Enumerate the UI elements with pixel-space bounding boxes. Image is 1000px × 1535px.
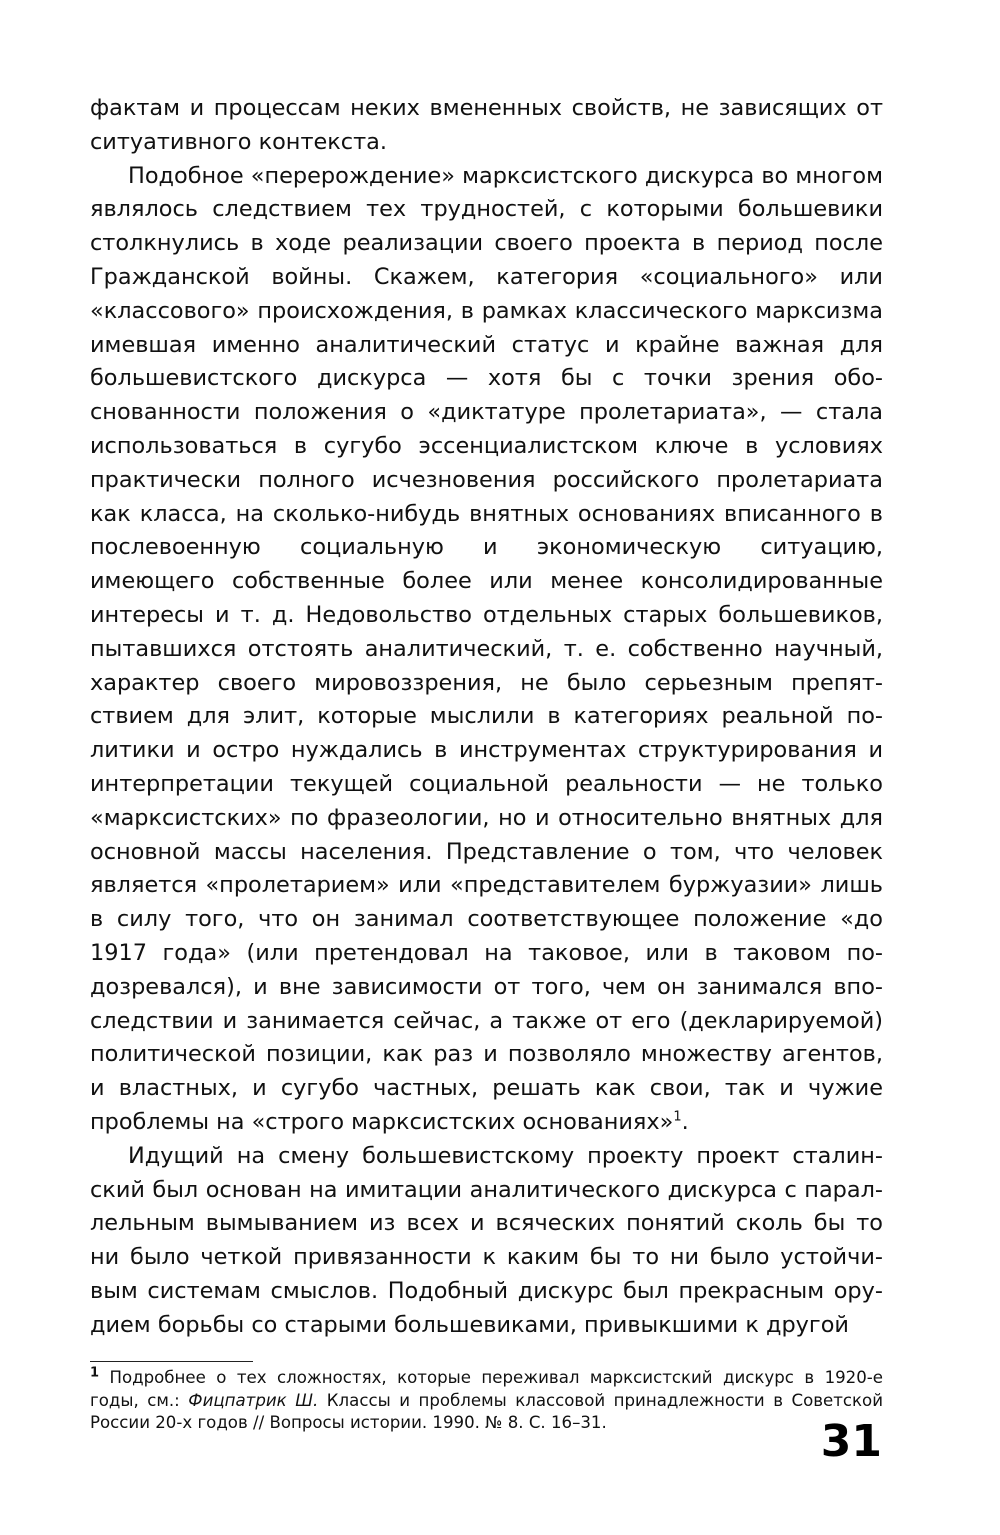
footnote-text-before: Подробнее о тех сложностях, которые переживал марксистский дискурс в 1920-е годы, см.: bbox=[90, 1368, 883, 1410]
footnote bbox=[90, 1367, 883, 1435]
page-number: 31 bbox=[820, 1416, 882, 1467]
paragraph-3: Идущий на смену большевистскому проекту проект сталинский был основан на имитации аналитического дискурса с параллельным вымыванием из всех и всяческих понятий сколь бы то ни было четкой привязанности к каким бы то ни было устойчивым системам смыслов. Подобный дискурс был прекрасным орудием борьбы со старыми большевиками, привыкшими к другой bbox=[90, 1142, 883, 1338]
page-body bbox=[90, 92, 883, 1342]
paragraph-2-end: . bbox=[681, 1108, 689, 1135]
footnote-reference[interactable]: 1 bbox=[673, 1109, 682, 1125]
footnote-author: Фицпатрик Ш. bbox=[188, 1390, 319, 1410]
footnote-divider bbox=[90, 1361, 253, 1362]
paragraph-1: фактам и процессам неких вмененных свойств, не зависящих от ситуативного контекста. bbox=[90, 95, 883, 155]
body-text bbox=[90, 92, 883, 1342]
footnote-mark: 1 bbox=[90, 1365, 100, 1381]
paragraph-2 bbox=[90, 160, 883, 1140]
paragraph-2-text: Подобное «перерождение» марксистского дискурса во многом являлось следствием тех трудностей, с которыми большевики столкнулись в ходе реализации своего проекта в период после Гражданской войны. Скажем, категория «социального» или «классового» происхождения, в рамках классического марксизма имевшая именно аналитический статус и крайне важная для большевистского дискурса — хотя бы с точки зрения обоснованности положения о «диктатуре пролетариата», — стала использоваться в сугубо эссенциалистском ключе в условиях практически полного исчезновения российского пролетариата как класса, на сколько-нибудь внятных основаниях вписанного в послевоенную социальную и экономическую ситуацию, имеющего собственные более или менее консолидированные интересы и т. д. Недовольство отдельных старых большевиков, пытавшихся отстоять аналитический, т. е. собственно научный, характер своего мировоззрения, не было серьезным препятствием для элит, которые мыслили в категориях реальной политики и остро нуждались в инструментах структурирования и интерпретации текущей социальной реальности — не только «марксистских» по фразеологии, но и относительно внятных для основной массы населения. Представление о том, что человек является «пролетарием» или «представителем буржуазии» лишь в силу того, что он занимал соответствующее положение «до 1917 года» (или претендовал на таковое, или в таковом подозревался), и вне зависимости от того, чем он занимался впоследствии и занимается сейчас, а также от его (декларируемой) политической позиции, как раз и позволяло множеству агентов, и властных, и сугубо частных, решать как свои, так и чужие проблемы на «строго марксистских основаниях» bbox=[90, 162, 883, 1135]
footnote-text-after: Классы и проблемы классовой принадлежности в Советской России 20-х годов // Вопросы истории. 1990. № 8. С. 16–31. bbox=[90, 1390, 883, 1432]
